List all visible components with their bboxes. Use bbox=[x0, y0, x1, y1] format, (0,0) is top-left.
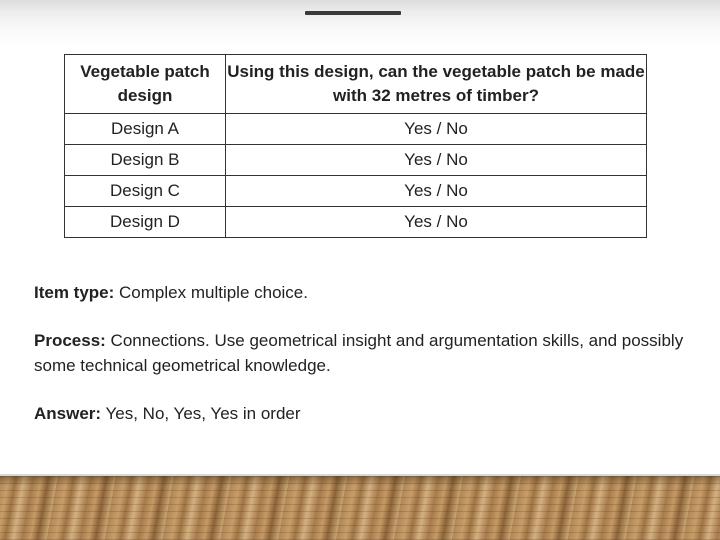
wood-floor-grain bbox=[0, 476, 720, 540]
row-design: Design C bbox=[65, 176, 226, 207]
answer-value: Yes, No, Yes, Yes in order bbox=[101, 404, 301, 423]
table-row bbox=[65, 207, 647, 238]
answer-line bbox=[34, 401, 694, 426]
table-row bbox=[65, 114, 647, 145]
process-line bbox=[34, 328, 694, 378]
header-design: Vegetable patch design bbox=[65, 55, 226, 114]
item-type-line bbox=[34, 280, 694, 305]
row-choice: Yes / No bbox=[226, 145, 647, 176]
row-choice: Yes / No bbox=[226, 207, 647, 238]
row-design: Design A bbox=[65, 114, 226, 145]
design-table bbox=[64, 54, 647, 238]
slide bbox=[0, 46, 720, 476]
row-choice: Yes / No bbox=[226, 114, 647, 145]
header-question: Using this design, can the vegetable patch be made with 32 metres of timber? bbox=[226, 55, 647, 114]
notes-block bbox=[34, 280, 694, 449]
item-type-label: Item type: bbox=[34, 283, 115, 302]
table-row bbox=[65, 176, 647, 207]
answer-label: Answer: bbox=[34, 404, 102, 423]
item-type-value: Complex multiple choice. bbox=[114, 283, 308, 302]
table-header-row bbox=[65, 55, 647, 114]
slide-top-edge bbox=[0, 0, 720, 46]
table-row bbox=[65, 145, 647, 176]
row-design: Design D bbox=[65, 207, 226, 238]
row-design: Design B bbox=[65, 145, 226, 176]
process-value: Connections. Use geometrical insight and argumentation skills, and possibly some technical geometrical knowledge. bbox=[34, 331, 684, 375]
row-choice: Yes / No bbox=[226, 176, 647, 207]
process-label: Process: bbox=[34, 331, 106, 350]
slide-tab-marker bbox=[305, 11, 401, 15]
